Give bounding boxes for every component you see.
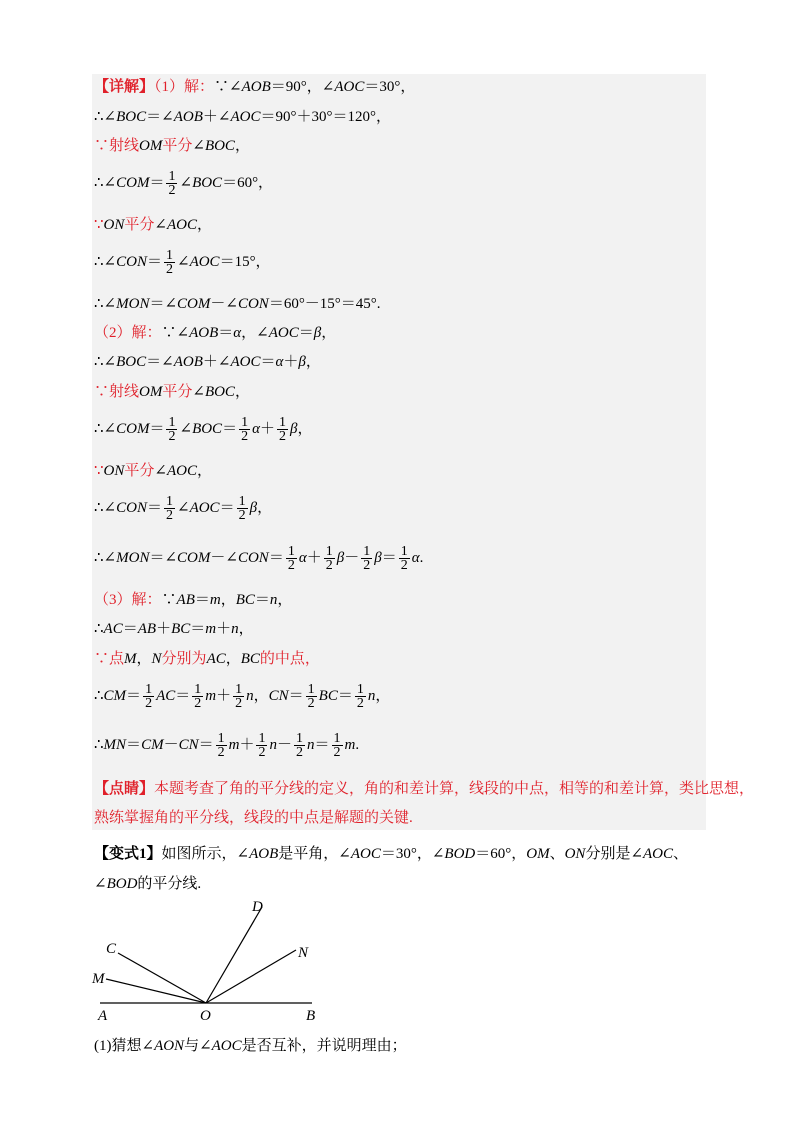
label-D: D: [252, 899, 263, 915]
variant-question-1: (1)猜想∠AON与∠AOC是否互补，并说明理由；: [94, 1038, 407, 1054]
comment-line-2: [94, 809, 413, 827]
solution-line-4: ∴∠COM＝ $\frac{1}{2}$ ∠BOC＝60°，: [94, 169, 274, 198]
comment-text-2: 熟练掌握角的平分线，线段的中点是解题的关键.: [94, 810, 413, 826]
ray-ON: [206, 950, 296, 1003]
solution-line-11: ∴∠COM＝ $\frac{1}{2}$ ∠BOC＝ $\frac{1}{2}$ α＋ $\frac{1}{2}$ β，: [94, 415, 313, 444]
solution-line-6: ∴∠CON＝ $\frac{1}{2}$ ∠AOC＝15°，: [94, 248, 271, 277]
ray-OC: [118, 953, 206, 1003]
solution-line-10: ∵射线OM平分∠BOC，: [94, 384, 250, 400]
comment-tag: 【点睛】: [94, 781, 155, 797]
comment-line-1: [94, 780, 754, 798]
solution-line-2: ∴∠BOC＝∠AOB＋∠AOC＝90°＋30°＝120°，: [94, 109, 391, 125]
variant-line-1: 【变式1】如图所示，∠AOB是平角，∠AOC＝30°，∠BOD＝60°，OM、ON分别是∠AOC、: [94, 846, 689, 862]
solution-line-19: ∴MN＝CM－CN＝ $\frac{1}{2}$ m＋ $\frac{1}{2}$ n－ $\frac{1}{2}$ n＝ $\frac{1}{2}$ m.: [94, 731, 360, 760]
solution-line-14: ∴∠MON＝∠COM－∠CON＝ $\frac{1}{2}$ α＋ $\frac{1}{2}$ β－ $\frac{1}{2}$ β＝ $\frac{1}{2}$ α.: [94, 544, 424, 573]
label-M: M: [92, 971, 105, 987]
solution-line-5: ∵ON平分∠AOC，: [94, 217, 212, 233]
variant-tag: 【变式1】: [94, 846, 162, 862]
solution-line-1: 【详解】（1）解：∵∠AOB＝90°，∠AOC＝30°，: [94, 79, 416, 95]
solution-line-15: （3）解：∵AB＝m，BC＝n，: [94, 592, 293, 608]
label-C: C: [106, 941, 117, 957]
ray-OM: [106, 979, 206, 1003]
variant-line-2: ∠BOD的平分线.: [94, 876, 202, 892]
detail-heading: 【详解】: [94, 79, 155, 95]
solution-line-3: ∵射线OM平分∠BOC，: [94, 138, 250, 154]
label-N: N: [298, 945, 309, 961]
solution-line-12: ∵ON平分∠AOC，: [94, 463, 212, 479]
solution-line-18: ∴CM＝ $\frac{1}{2}$ AC＝ $\frac{1}{2}$ m＋ $\frac{1}{2}$ n，CN＝ $\frac{1}{2}$ BC＝ $\frac{1}{2}$ n，: [94, 682, 391, 711]
angle-figure: [90, 895, 330, 1025]
solution-line-13: ∴∠CON＝ $\frac{1}{2}$ ∠AOC＝ $\frac{1}{2}$ β，: [94, 494, 273, 523]
solution-line-16: ∴AC＝AB＋BC＝m＋n，: [94, 621, 254, 637]
label-A: A: [98, 1008, 108, 1024]
solution-line-7: ∴∠MON＝∠COM－∠CON＝60°－15°＝45°.: [94, 296, 381, 312]
solution-line-9: ∴∠BOC＝∠AOB＋∠AOC＝α＋β，: [94, 354, 321, 370]
solution-line-17: ∵点M，N分别为AC，BC的中点，: [94, 651, 320, 667]
ray-OD: [206, 907, 262, 1003]
comment-text-1: 本题考查了角的平分线的定义，角的和差计算，线段的中点，相等的和差计算，类比思想，: [154, 781, 755, 797]
label-B: B: [306, 1008, 316, 1024]
solution-line-8: （2）解：∵∠AOB＝α，∠AOC＝β，: [94, 325, 337, 341]
label-O: O: [200, 1008, 211, 1024]
